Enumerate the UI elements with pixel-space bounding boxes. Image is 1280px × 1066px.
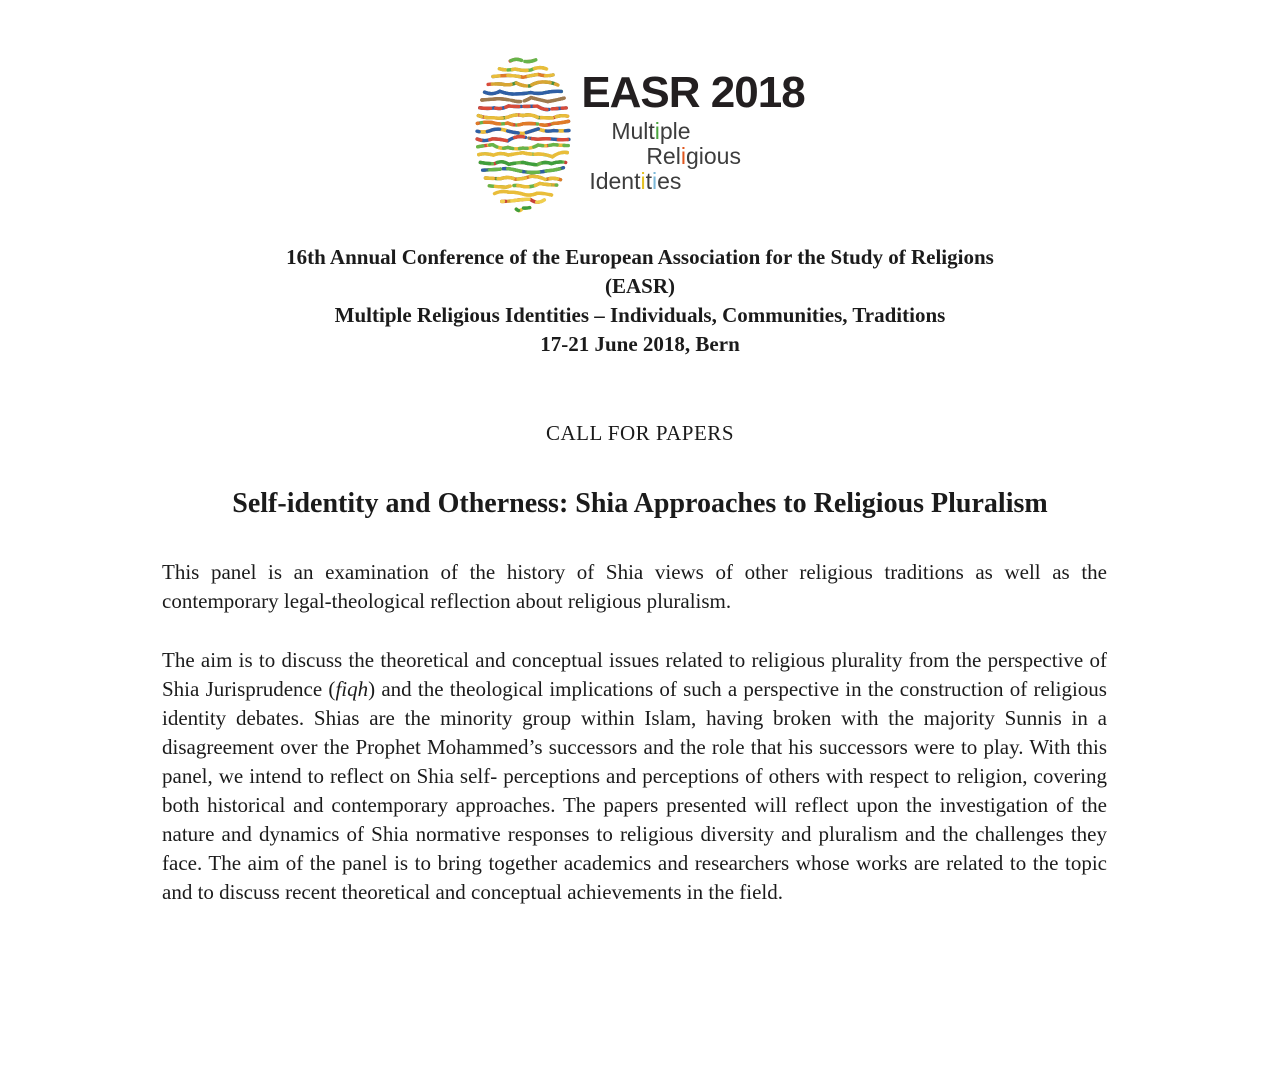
paragraph-2-text: The aim is to discuss the theoretical and conceptual issues related to religious plurality from the perspective of Shia Jurisprudence ( — [162, 648, 1107, 701]
logo-subtitle-line3 — [589, 169, 804, 194]
conference-heading-line4: 17-21 June 2018, Bern — [540, 332, 740, 356]
logo-subtitle-line2 — [646, 144, 804, 169]
subtitle-accent-letter: i — [651, 168, 658, 194]
call-for-papers-label: CALL FOR PAPERS — [545, 421, 734, 445]
subtitle-accent-letter: i — [654, 118, 660, 144]
conference-heading-line2: (EASR) — [604, 274, 675, 298]
panel-title: Self-identity and Otherness: Shia Approaches to Religious Pluralism — [232, 488, 1048, 519]
subtitle-text: Ident — [589, 168, 641, 194]
subtitle-text: Mult — [611, 118, 655, 144]
paragraph-1: This panel is an examination of the history of Shia views of other religious traditions as well as the contemporary legal-theological reflection about religious pluralism. — [162, 560, 1107, 613]
logo-title: EASR 2018 — [581, 68, 805, 117]
conference-heading-line1: 16th Annual Conference of the European Association for the Study of Religions — [286, 245, 994, 269]
easr-logo — [0, 0, 1280, 213]
fingerprint-icon — [475, 55, 571, 213]
subtitle-text: es — [657, 168, 682, 194]
conference-heading — [0, 243, 1280, 359]
body-column — [162, 558, 1107, 907]
conference-heading-line3: Multiple Religious Identities – Individuals, Communities, Traditions — [334, 303, 946, 327]
subtitle-text: Rel — [646, 143, 681, 169]
logo-text-block — [581, 55, 804, 194]
subtitle-text: t — [645, 168, 652, 194]
paragraph-2 — [162, 646, 1107, 907]
subtitle-text: ple — [659, 118, 691, 144]
logo-subtitle-line1 — [611, 119, 804, 144]
logo-subtitle — [581, 119, 804, 194]
paragraph-2-italic-term: fiqh — [335, 677, 369, 701]
subtitle-text: gious — [685, 143, 741, 169]
paragraph-2-text: ) and the theological implications of such a perspective in the construction of religious identity debates. Shias are the minority group within Islam, having broken with the majority Sunnis in a disagreement over the Prophet Mohammed’s successors and the role that his successors were to play. With this panel, we intend to reflect on Shia self- perceptions and perceptions of others with respect to religion, covering both historical and contemporary approaches. The papers presented will reflect upon the investigation of the nature and dynamics of Shia normative responses to religious diversity and pluralism and the challenges they face. The aim of the panel is to bring together academics and researchers whose works are related to the topic and to discuss recent theoretical and conceptual achievements in the field. — [162, 677, 1107, 904]
subtitle-accent-letter: i — [680, 143, 686, 169]
subtitle-accent-letter: i — [640, 168, 646, 194]
